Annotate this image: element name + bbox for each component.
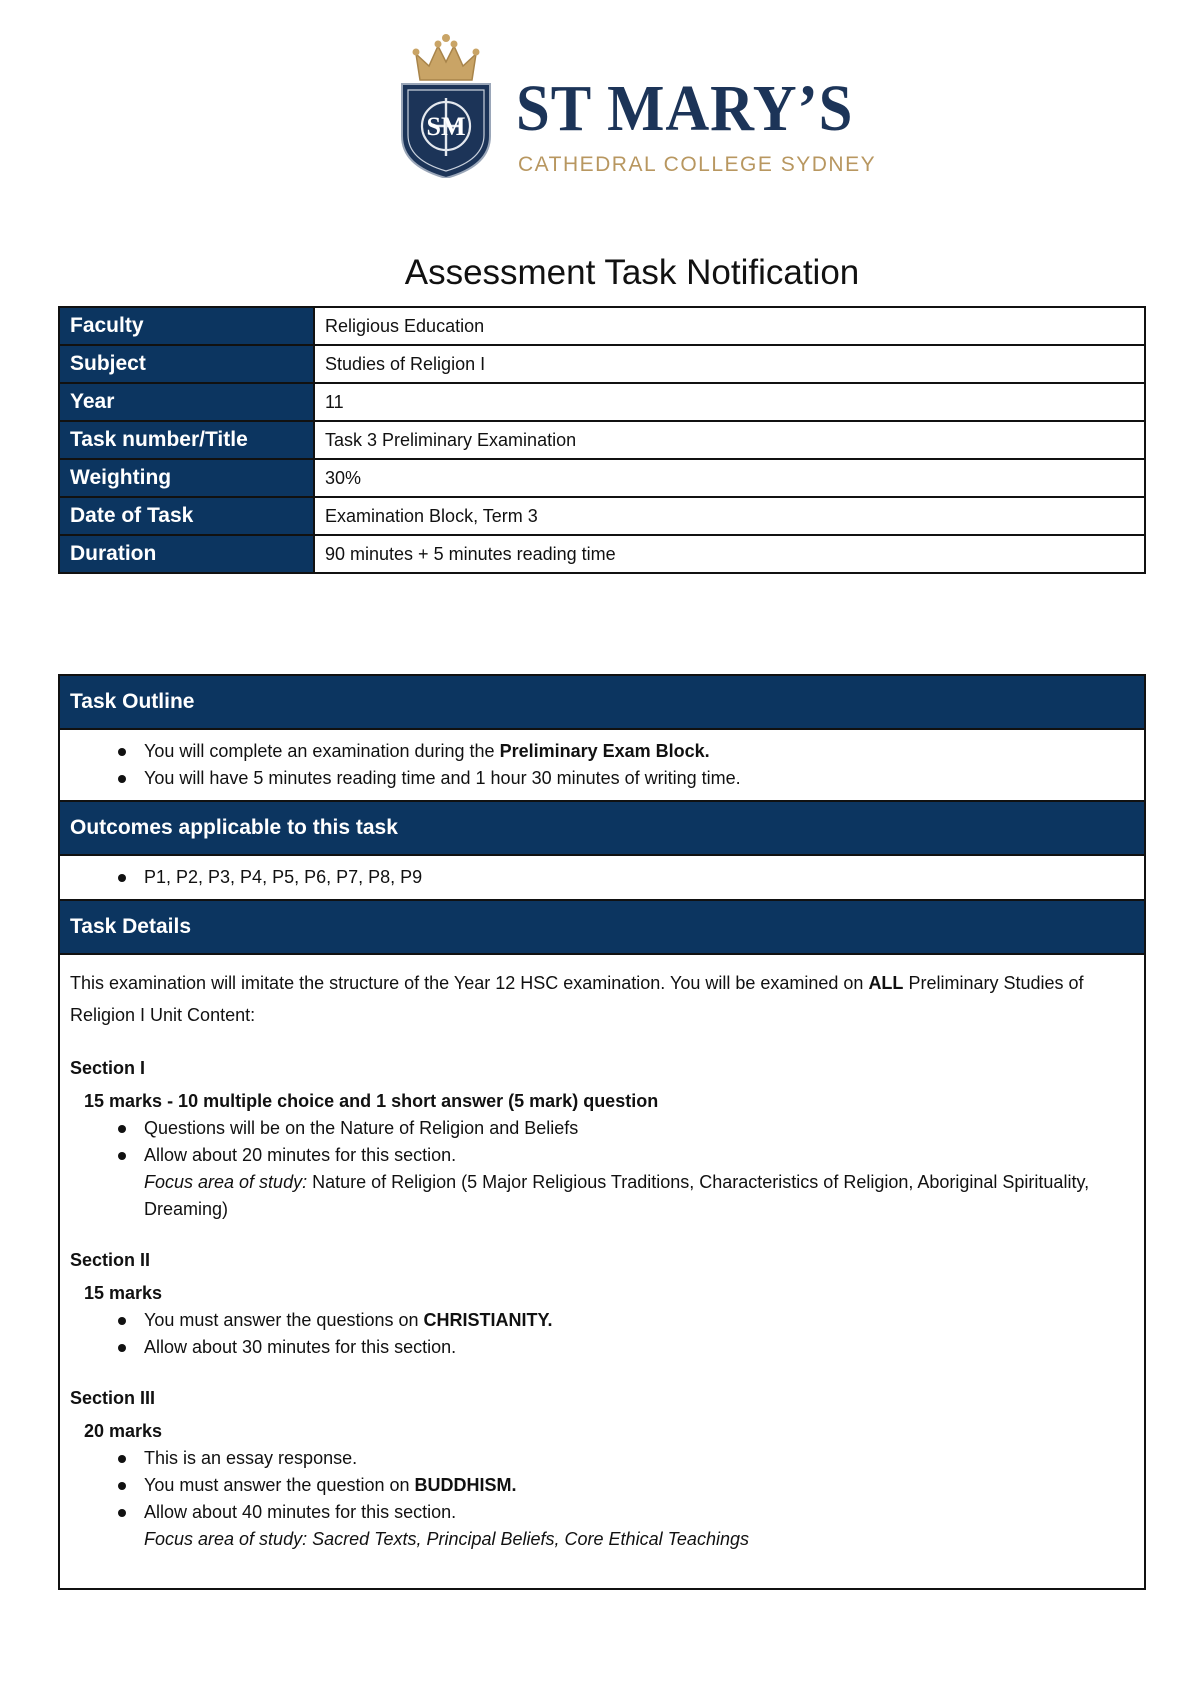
table-row — [59, 345, 1145, 383]
section-marks: 15 marks - 10 multiple choice and 1 short answer (5 mark) question — [84, 1091, 659, 1111]
list-item: P1, P2, P3, P4, P5, P6, P7, P8, P9 — [70, 864, 1134, 891]
section-marks: 15 marks — [84, 1283, 163, 1303]
row-label: Year — [59, 383, 314, 421]
row-label: Subject — [59, 345, 314, 383]
row-value: Examination Block, Term 3 — [314, 497, 1145, 535]
focus-area: Focus area of study: Nature of Religion (5 Major Religious Traditions, Characteristics of Religion, Aboriginal Spirituality, Dreaming) — [144, 1172, 1090, 1219]
school-logo — [398, 28, 898, 178]
row-value: Task 3 Preliminary Examination — [314, 421, 1145, 459]
crest-icon — [398, 28, 494, 178]
table-row — [59, 459, 1145, 497]
row-value: Religious Education — [314, 307, 1145, 345]
row-value: Studies of Religion I — [314, 345, 1145, 383]
section-marks: 20 marks — [84, 1421, 163, 1441]
list-item: You must answer the questions on CHRISTIANITY. — [70, 1307, 1134, 1334]
row-label: Task number/Title — [59, 421, 314, 459]
row-label: Faculty — [59, 307, 314, 345]
table-row — [59, 383, 1145, 421]
task-outline-content — [60, 730, 1144, 802]
task-box — [58, 674, 1146, 1590]
outcomes-content — [60, 856, 1144, 901]
task-details-heading: Task Details — [60, 901, 1144, 955]
table-row — [59, 497, 1145, 535]
list-item: You will complete an examination during the Preliminary Exam Block. — [70, 738, 1134, 765]
info-table — [58, 306, 1146, 574]
list-item: Allow about 40 minutes for this section. — [70, 1499, 1134, 1526]
row-label: Duration — [59, 535, 314, 573]
list-item: You must answer the question on BUDDHISM. — [70, 1472, 1134, 1499]
details-intro: This examination will imitate the structure of the Year 12 HSC examination. You will be examined on ALL Preliminary Studies of Religion I Unit Content: — [70, 973, 1084, 1025]
focus-area: Focus area of study: Sacred Texts, Principal Beliefs, Core Ethical Teachings — [144, 1529, 749, 1549]
table-row — [59, 535, 1145, 573]
school-name: ST MARY’S — [516, 72, 854, 145]
list-item: This is an essay response. — [70, 1445, 1134, 1472]
row-value: 11 — [314, 383, 1145, 421]
task-details-content — [60, 955, 1144, 1561]
list-item: Allow about 20 minutes for this section. — [70, 1142, 1134, 1169]
list-item: Questions will be on the Nature of Religion and Beliefs — [70, 1115, 1134, 1142]
section-title: Section III — [70, 1388, 156, 1408]
row-label: Date of Task — [59, 497, 314, 535]
school-subtitle: CATHEDRAL COLLEGE SYDNEY — [518, 153, 877, 176]
svg-text:SM: SM — [426, 112, 466, 141]
section-title: Section I — [70, 1058, 146, 1078]
row-value: 30% — [314, 459, 1145, 497]
task-outline-heading: Task Outline — [60, 676, 1144, 730]
table-row — [59, 307, 1145, 345]
section-title: Section II — [70, 1250, 151, 1270]
list-item: Allow about 30 minutes for this section. — [70, 1334, 1134, 1361]
outcomes-heading: Outcomes applicable to this task — [60, 802, 1144, 856]
table-row — [59, 421, 1145, 459]
row-value: 90 minutes + 5 minutes reading time — [314, 535, 1145, 573]
page-title: Assessment Task Notification — [404, 253, 860, 293]
list-item: You will have 5 minutes reading time and 1 hour 30 minutes of writing time. — [70, 765, 1134, 792]
row-label: Weighting — [59, 459, 314, 497]
